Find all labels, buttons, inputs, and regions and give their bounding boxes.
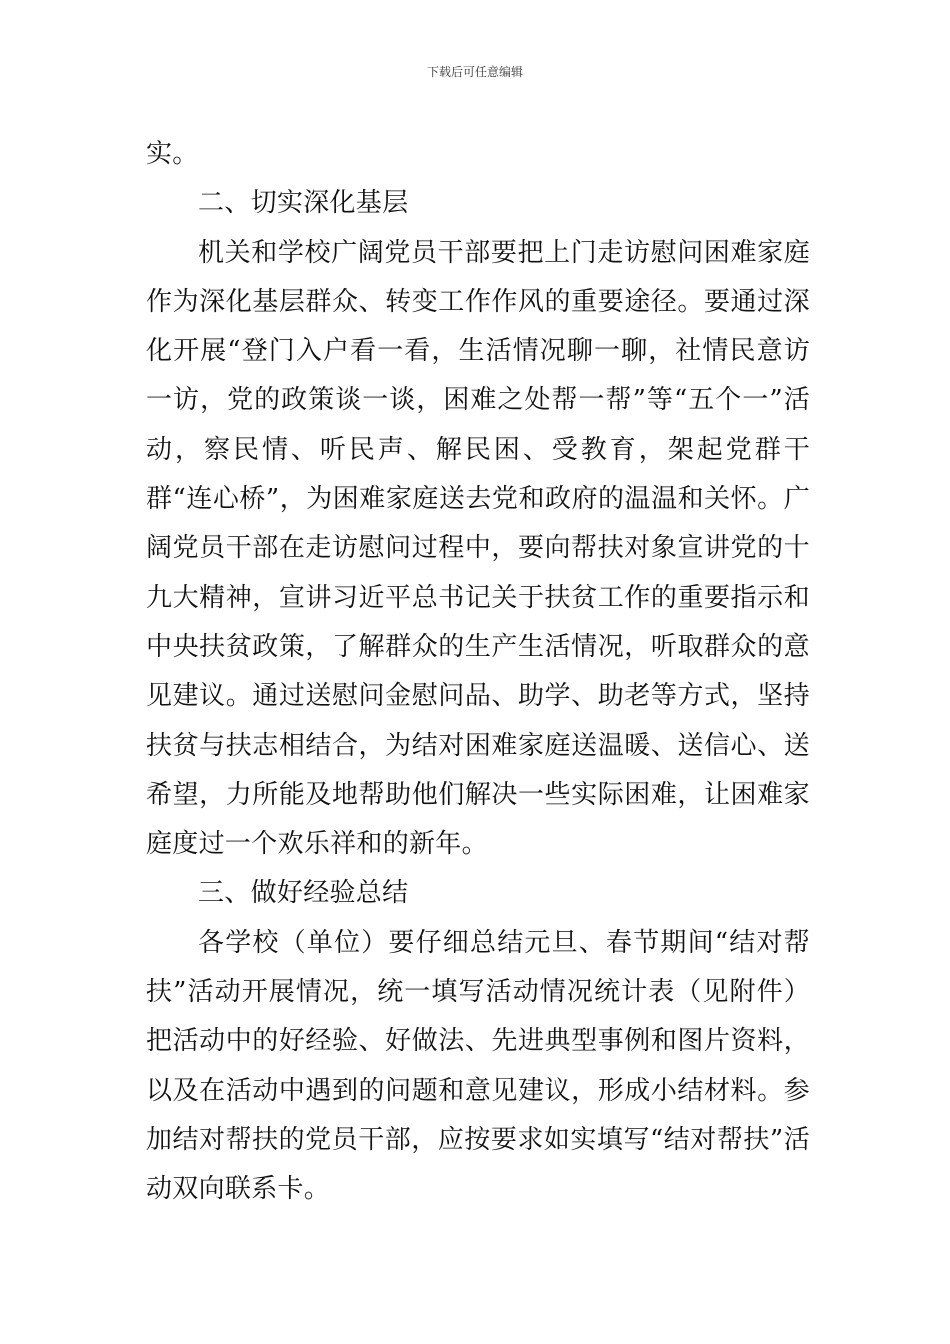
section-heading-3: 三、做好经验总结	[198, 878, 409, 909]
paragraph-section-3: 各学校（单位）要仔细总结元旦、春节期间“结对帮扶”活动开展情况，统一填写活动情况统计表（见附件）把活动中的好经验、好做法、先进典型事例和图片资料，以及在活动中遇到的问题和意见建议，形成小结材料。参加结对帮扶的党员干部，应按要求如实填写“结对帮扶”活动双向联系卡。	[146, 927, 810, 1205]
section-heading-2: 二、切实深化基层	[198, 188, 409, 219]
page-header: 下载后可任意编辑	[426, 65, 523, 79]
paragraph-section-2: 机关和学校广阔党员干部要把上门走访慰问困难家庭作为深化基层群众、转变工作作风的重要途径。要通过深化开展“登门入户看一看，生活情况聊一聊，社情民意访一访，党的政策谈一谈，困难之处帮一帮”等“五个一”活动，察民情、听民声、解民困、受教育，架起党群干群“连心桥”，为困难家庭送去党和政府的温温和关怀。广阔党员干部在走访慰问过程中，要向帮扶对象宣讲党的十九大精神，宣讲习近平总书记关于扶贫工作的重要指示和中央扶贫政策，了解群众的生产生活情况，听取群众的意见建议。通过送慰问金慰问品、助学、助老等方式，坚持扶贫与扶志相结合，为结对困难家庭送温暖、送信心、送希望，力所能及地帮助他们解决一些实际困难，让困难家庭度过一个欢乐祥和的新年。	[146, 237, 810, 860]
paragraph-continuation: 实。	[146, 139, 199, 169]
document-body	[146, 130, 810, 1215]
